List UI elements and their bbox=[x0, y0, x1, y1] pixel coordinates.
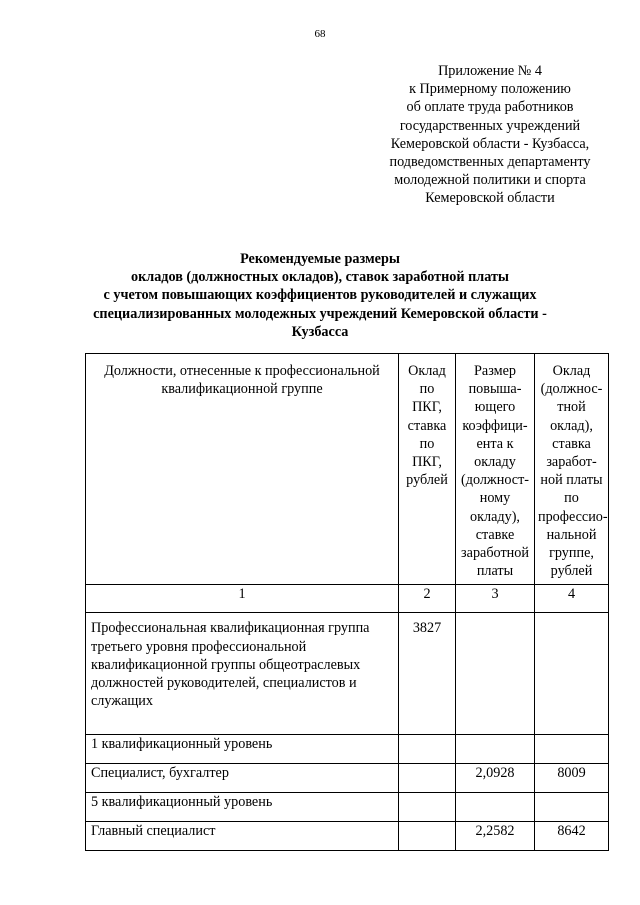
coefficient-cell: 2,0928 bbox=[456, 764, 535, 793]
header-final-salary bbox=[535, 354, 609, 585]
header-line: ПКГ, bbox=[412, 399, 442, 416]
header-line: коэффици- bbox=[462, 417, 528, 434]
base-salary-cell: 3827 bbox=[399, 613, 456, 735]
table-row bbox=[86, 793, 609, 822]
header-line: ющего bbox=[474, 399, 516, 416]
header-line: ному bbox=[479, 490, 511, 507]
document-title bbox=[60, 250, 580, 341]
final-salary-cell bbox=[535, 735, 609, 764]
table-header-row bbox=[86, 354, 609, 585]
header-line: ПКГ, bbox=[412, 454, 442, 471]
column-number: 4 bbox=[535, 585, 609, 613]
appendix-line: Кемеровской области bbox=[425, 190, 555, 207]
position-line: служащих bbox=[91, 693, 153, 710]
position-line: должностей руководителей, специалистов и bbox=[91, 675, 357, 692]
header-line: ной платы bbox=[540, 472, 603, 489]
header-position bbox=[86, 354, 399, 585]
header-line: ента к bbox=[476, 435, 514, 452]
final-salary-cell: 8009 bbox=[535, 764, 609, 793]
header-line: рублей bbox=[406, 472, 448, 489]
position-line: Профессиональная квалификационная группа bbox=[91, 620, 370, 637]
salary-table bbox=[85, 353, 609, 851]
base-salary-cell bbox=[399, 735, 456, 764]
position-cell bbox=[86, 613, 399, 735]
header-line: квалификационной группе bbox=[161, 381, 323, 398]
appendix-header bbox=[350, 62, 630, 208]
header-line: заработ- bbox=[546, 454, 597, 471]
appendix-line: Приложение № 4 bbox=[438, 63, 542, 79]
header-line: ставке bbox=[475, 526, 515, 543]
position-line: третьего уровня профессиональной bbox=[91, 638, 307, 655]
base-salary-cell bbox=[399, 764, 456, 793]
header-line: Должности, отнесенные к профессиональной bbox=[104, 363, 380, 379]
header-line: оклад), bbox=[550, 417, 593, 434]
coefficient-cell bbox=[456, 793, 535, 822]
header-line: рублей bbox=[550, 563, 593, 580]
header-line: Оклад bbox=[552, 363, 591, 379]
position-cell: Специалист, бухгалтер bbox=[86, 764, 399, 793]
header-line: профессио- bbox=[538, 508, 608, 525]
position-cell: 5 квалификационный уровень bbox=[86, 793, 399, 822]
header-line: по bbox=[564, 490, 579, 507]
appendix-line: Кемеровской области - Кузбасса, bbox=[390, 135, 590, 152]
header-line: Размер bbox=[474, 363, 516, 379]
column-number: 1 bbox=[86, 585, 399, 613]
table-row bbox=[86, 735, 609, 764]
header-line: (должност- bbox=[461, 472, 529, 489]
header-base-salary bbox=[399, 354, 456, 585]
title-line: Кузбасса bbox=[291, 323, 349, 340]
base-salary-cell bbox=[399, 793, 456, 822]
header-line: (должнос- bbox=[540, 381, 603, 398]
position-line: квалификационной группы общеотраслевых bbox=[91, 656, 361, 673]
position-cell: 1 квалификационный уровень bbox=[86, 735, 399, 764]
page-number: 68 bbox=[314, 28, 326, 40]
table-row bbox=[86, 822, 609, 851]
header-line: окладу bbox=[474, 454, 516, 471]
header-line: повыша- bbox=[468, 381, 522, 398]
header-line: платы bbox=[476, 563, 514, 580]
title-line: специализированных молодежных учреждений Кемеровской области - bbox=[93, 305, 547, 322]
appendix-line: подведомственных департаменту bbox=[389, 154, 591, 171]
header-line: по bbox=[419, 381, 435, 398]
table-row bbox=[86, 764, 609, 793]
header-line: ставка bbox=[552, 435, 591, 452]
final-salary-cell: 8642 bbox=[535, 822, 609, 851]
final-salary-cell bbox=[535, 793, 609, 822]
header-line: нальной bbox=[546, 526, 597, 543]
header-line: ставка bbox=[407, 417, 447, 434]
title-line: окладов (должностных окладов), ставок заработной платы bbox=[130, 269, 510, 286]
appendix-line: к Примерному положению bbox=[409, 81, 571, 98]
appendix-line: государственных учреждений bbox=[399, 117, 581, 134]
header-line: Оклад bbox=[408, 363, 446, 379]
coefficient-cell bbox=[456, 613, 535, 735]
header-coefficient bbox=[456, 354, 535, 585]
table-row bbox=[86, 613, 609, 735]
header-line: группе, bbox=[549, 545, 594, 562]
coefficient-cell bbox=[456, 735, 535, 764]
appendix-line: об оплате труда работников bbox=[406, 99, 574, 116]
header-line: окладу), bbox=[470, 508, 520, 525]
appendix-line: молодежной политики и спорта bbox=[394, 172, 586, 189]
column-number-row bbox=[86, 585, 609, 613]
column-number: 2 bbox=[399, 585, 456, 613]
base-salary-cell bbox=[399, 822, 456, 851]
position-cell: Главный специалист bbox=[86, 822, 399, 851]
title-line: Рекомендуемые размеры bbox=[240, 251, 400, 267]
column-number: 3 bbox=[456, 585, 535, 613]
header-line: тной bbox=[557, 399, 586, 416]
header-line: по bbox=[419, 435, 435, 452]
coefficient-cell: 2,2582 bbox=[456, 822, 535, 851]
final-salary-cell bbox=[535, 613, 609, 735]
header-line: заработной bbox=[461, 545, 529, 562]
title-line: с учетом повышающих коэффициентов руководителей и служащих bbox=[103, 287, 537, 304]
